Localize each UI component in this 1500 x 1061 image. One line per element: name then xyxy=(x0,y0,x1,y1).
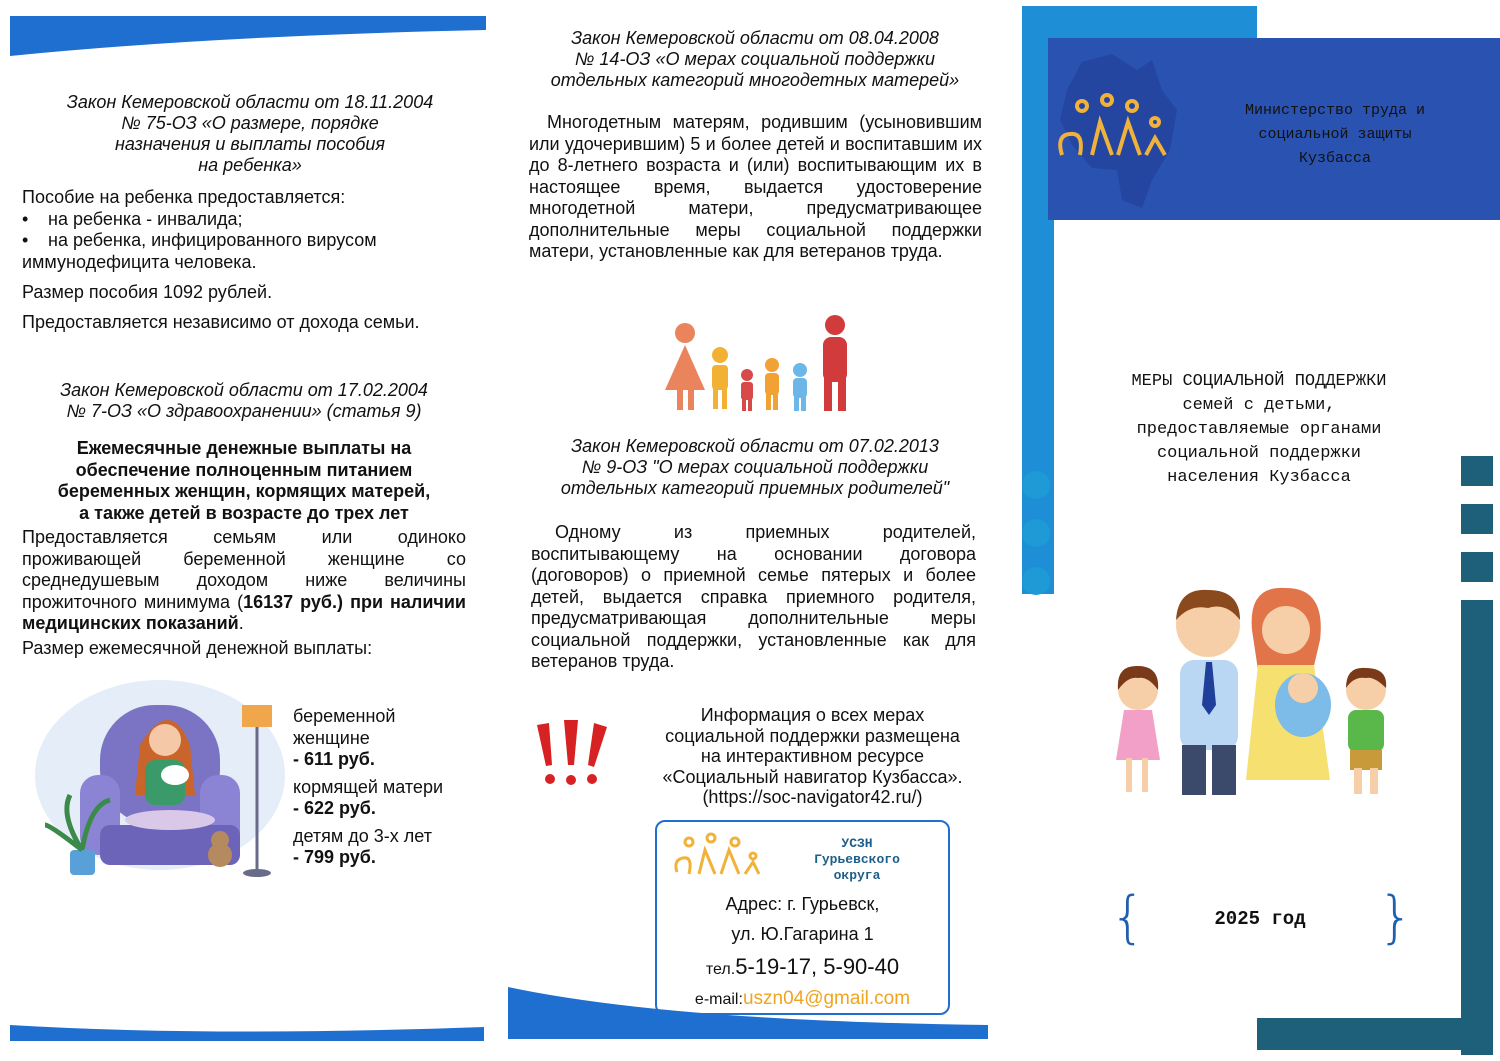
bottom-middle-stripe xyxy=(508,985,990,1041)
brochure-title: МЕРЫ СОЦИАЛЬНОЙ ПОДДЕРЖКИ семей с детьми, предоставляемые органами социальной поддержки населения Кузбасса xyxy=(1131,372,1387,487)
law2-title: Закон Кемеровской области от 17.02.2004 № 7-ОЗ «О здравоохранении» (статья 9) xyxy=(60,380,428,421)
decorative-dot xyxy=(1022,471,1050,499)
payment-size-label: Размер ежемесячной денежной выплаты: xyxy=(22,638,373,658)
family-figures-icon xyxy=(655,315,865,415)
decorative-square xyxy=(1461,504,1493,534)
email-link[interactable]: uszn04@gmail.com xyxy=(742,988,911,1009)
nursing-mother-illustration xyxy=(30,675,285,885)
decorative-square xyxy=(1461,552,1493,582)
bullet-item: • на ребенка, инфицированного вирусом xyxy=(22,230,377,250)
left-brace: { xyxy=(1110,885,1146,950)
office-address-1: Адрес: г. Гурьевск, xyxy=(725,894,880,914)
bottom-left-stripe xyxy=(10,1005,488,1041)
top-left-stripe xyxy=(10,14,488,56)
kuzbass-map-logo xyxy=(1052,50,1187,210)
brochure-year: 2025 год xyxy=(1214,908,1306,930)
bullet-item: • на ребенка - инвалида; xyxy=(22,208,243,229)
office-address-2: ул. Ю.Гагарина 1 xyxy=(731,924,874,944)
top-right-bar xyxy=(1022,6,1257,38)
decorative-dot xyxy=(1022,567,1050,595)
exclamation-icon xyxy=(532,715,612,790)
law3-title: Закон Кемеровской области от 08.04.2008 № 14-ОЗ «О мерах социальной поддержки отдельных категорий многодетных матерей» xyxy=(550,28,960,90)
decorative-square xyxy=(1461,456,1493,486)
uszn-logo-icon xyxy=(669,832,764,884)
payment-list: беременной женщине - 611 руб. кормящей матери - 622 руб. детям до 3-х лет - 799 руб. xyxy=(293,706,444,867)
right-brace: } xyxy=(1378,885,1414,950)
law4-title: Закон Кемеровской области от 07.02.2013 № 9-ОЗ "О мерах социальной поддержки отдельных категорий приемных родителей" xyxy=(560,436,950,498)
law1-body: Пособие на ребенка предоставляется: • на ребенка - инвалида; • на ребенка, инфицированного вирусом иммунодефицита человека. Размер пособия 1092 рублей. Предоставляется независимо от дохода семьи. xyxy=(22,187,472,333)
decorative-dot xyxy=(1022,519,1050,547)
office-name: УСЗН Гурьевского округа xyxy=(814,836,900,883)
law4-body: Одному из приемных родителей, воспитывающему на основании договора (договоров) о приемной семье пятерых и более детей, выдается справка приемного родителя, предусматривающая дополнительные меры социальной поддержки, установленные как для ветеранов труда. xyxy=(531,522,976,671)
law1-title: Закон Кемеровской области от 18.11.2004 № 75-ОЗ «О размере, порядке назначения и выплаты пособия на ребенка» xyxy=(66,92,434,175)
law2-heading: Ежемесячные денежные выплаты на обеспечение полноценным питанием беременных женщин, кормящих матерей, а также детей в возрасте до трех лет xyxy=(57,438,431,523)
office-email: e-mail:uszn04@gmail.com xyxy=(694,988,911,1009)
family-cartoon-illustration xyxy=(1108,580,1418,805)
navigator-info: Информация о всех мерах социальной поддержки размещена на интерактивном ресурсе «Социальный навигатор Кузбасса». (https://soc-navigator42.ru/) xyxy=(640,705,985,808)
law3-body: Многодетным матерям, родившим (усыновившим или удочерившим) 5 и более детей и воспитавшим их до 8-летнего возраста и (или) воспитывающим их в настоящее время, выдается удостоверение многодетной матери, предусматривающее дополнительные меры социальной поддержки матери, установленные как для ветеранов труда. xyxy=(529,112,982,261)
navigator-link[interactable]: (https://soc-navigator42.ru/) xyxy=(702,787,923,808)
ministry-name: Министерство труда и социальной защиты Кузбасса xyxy=(1244,102,1426,167)
right-vertical-bar xyxy=(1461,600,1493,1055)
bottom-right-bar xyxy=(1257,1018,1493,1050)
office-phone: тел.5-19-17, 5-90-40 xyxy=(705,954,900,979)
law2-body: Предоставляется семьям или одиноко проживающей беременной женщине со среднедушевым доходом ниже величины прожиточного минимума (16137 руб.) при наличии медицинских показаний. xyxy=(22,527,466,633)
